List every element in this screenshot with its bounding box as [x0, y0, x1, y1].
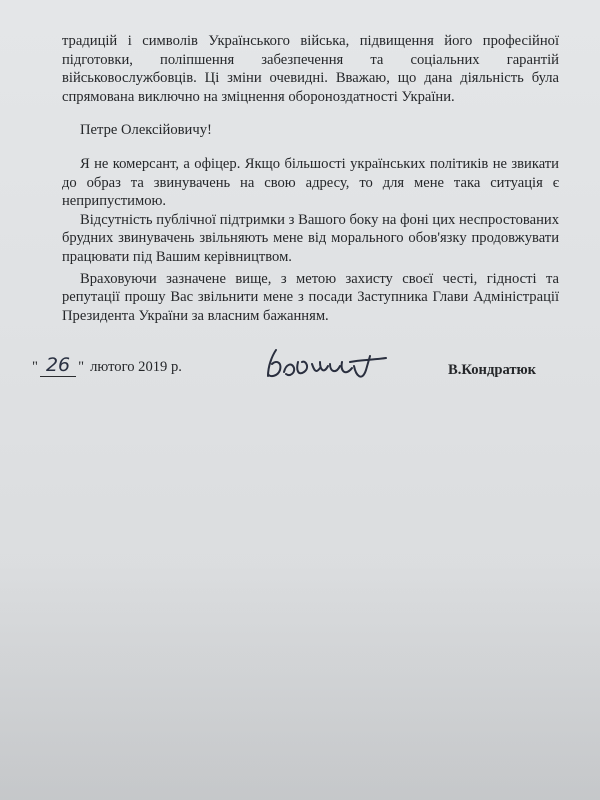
date-day: 26 — [40, 354, 76, 377]
letter-body-continuation — [62, 32, 559, 106]
continuation-paragraph: традицій і символів Українського війська, підвищення його професійної підготовки, поліпшення забезпечення та соціальних гарантій військовослужбовців. Ці зміни очевидні. Вважаю, що дана діяльність була спрямована виключно на зміцнення обороноздатності України. — [62, 33, 559, 105]
paragraph-support: Відсутність публічної підтримки з Вашого боку на фоні цих неспростованих брудних звинувачень звільняють мене від морального обов'язку продовжувати працювати під Вашим керівництвом. — [62, 211, 559, 265]
signer-name: В.Кондратюк — [448, 362, 537, 378]
paragraph-request: Враховуючи зазначене вище, з метою захисту своєї честі, гідності та репутації прошу Вас звільнити мене з посади Заступника Глави Адміністрації Президента України за власним бажанням. — [62, 270, 559, 324]
salutation: Петре Олексійовичу! — [80, 122, 212, 138]
letter-date — [32, 354, 182, 377]
date-month-year: лютого 2019 р. — [90, 359, 182, 375]
date-close-quote: " — [78, 359, 85, 375]
photo-shadow — [0, 560, 600, 800]
handwritten-signature — [262, 342, 402, 390]
paragraph-officer: Я не комерсант, а офіцер. Якщо більшості українських політиків не звикати до образ та звинувачень на свою адресу, то для мене така ситуація є неприпустимою. — [62, 156, 559, 210]
letter-body-main — [62, 155, 559, 325]
date-open-quote: " — [32, 359, 38, 375]
